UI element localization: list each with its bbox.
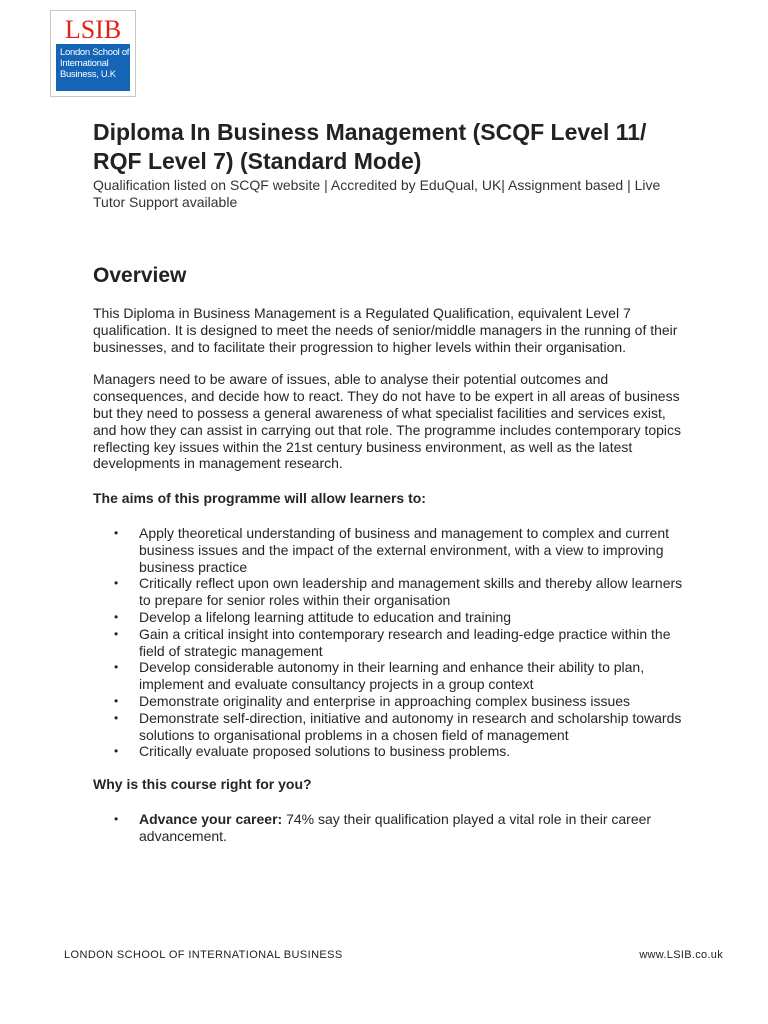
logo-name-block	[56, 44, 130, 91]
why-item-label: Advance your career:	[139, 810, 283, 827]
page-subtitle: Qualification listed on SCQF website | Accredited by EduQual, UK| Assignment based | Live Tutor Support available	[93, 177, 661, 210]
aims-list	[93, 525, 683, 760]
list-item: • Develop considerable autonomy in their learning and enhance their ability to plan, implement and evaluate consultancy projects in a group context	[93, 659, 683, 693]
why-heading: Why is this course right for you?	[93, 776, 312, 793]
list-item: • Gain a critical insight into contemporary research and leading-edge practice within the field of strategic management	[93, 626, 683, 660]
logo-line-3: Business, U.K	[60, 69, 116, 80]
list-item: • Apply theoretical understanding of business and management to complex and current business issues and the impact of the external environment, with a view to improving business practice	[93, 525, 683, 575]
logo-abbreviation: LSIB	[64, 15, 122, 44]
list-item: • Demonstrate self-direction, initiative and autonomy in research and scholarship towards solutions to organisational problems in a chosen field of management	[93, 710, 683, 744]
list-item: • Critically evaluate proposed solutions to business problems.	[93, 743, 683, 760]
lsib-logo	[50, 10, 136, 97]
overview-paragraph-1: This Diploma in Business Management is a Regulated Qualification, equivalent Level 7 qualification. It is designed to meet the needs of senior/middle managers in the running of their businesses, and to facilitate their progression to higher levels within their organisation.	[93, 305, 678, 355]
footer-website: www.LSIB.co.uk	[639, 949, 723, 961]
page-title: Diploma In Business Management (SCQF Level 11/ RQF Level 7) (Standard Mode)	[93, 119, 647, 174]
document-content	[93, 118, 683, 845]
overview-heading: Overview	[93, 264, 187, 287]
logo-line-1: London School of	[60, 47, 130, 58]
why-list	[93, 811, 683, 845]
overview-paragraph-2: Managers need to be aware of issues, able to analyse their potential outcomes and consequences, and decide how to react. They do not have to be expert in all areas of business but they need to possess a general awareness of what specialist facilities and services exist, and how they can assist in carrying out that role. The programme includes contemporary topics reflecting key issues within the 21st century business environment, as well as the latest developments in management research.	[93, 371, 682, 472]
aims-heading: The aims of this programme will allow learners to:	[93, 490, 426, 507]
list-item: • Critically reflect upon own leadership and management skills and thereby allow learners to prepare for senior roles within their organisation	[93, 575, 683, 609]
logo-line-2: International	[60, 58, 109, 69]
why-item-text: 74% say their qualification played a vital role in their career advancement.	[139, 810, 652, 844]
list-item	[93, 811, 683, 845]
list-item: • Demonstrate originality and enterprise in approaching complex business issues	[93, 693, 683, 710]
footer-school-name: LONDON SCHOOL OF INTERNATIONAL BUSINESS	[64, 949, 343, 961]
list-item: • Develop a lifelong learning attitude to education and training	[93, 609, 683, 626]
